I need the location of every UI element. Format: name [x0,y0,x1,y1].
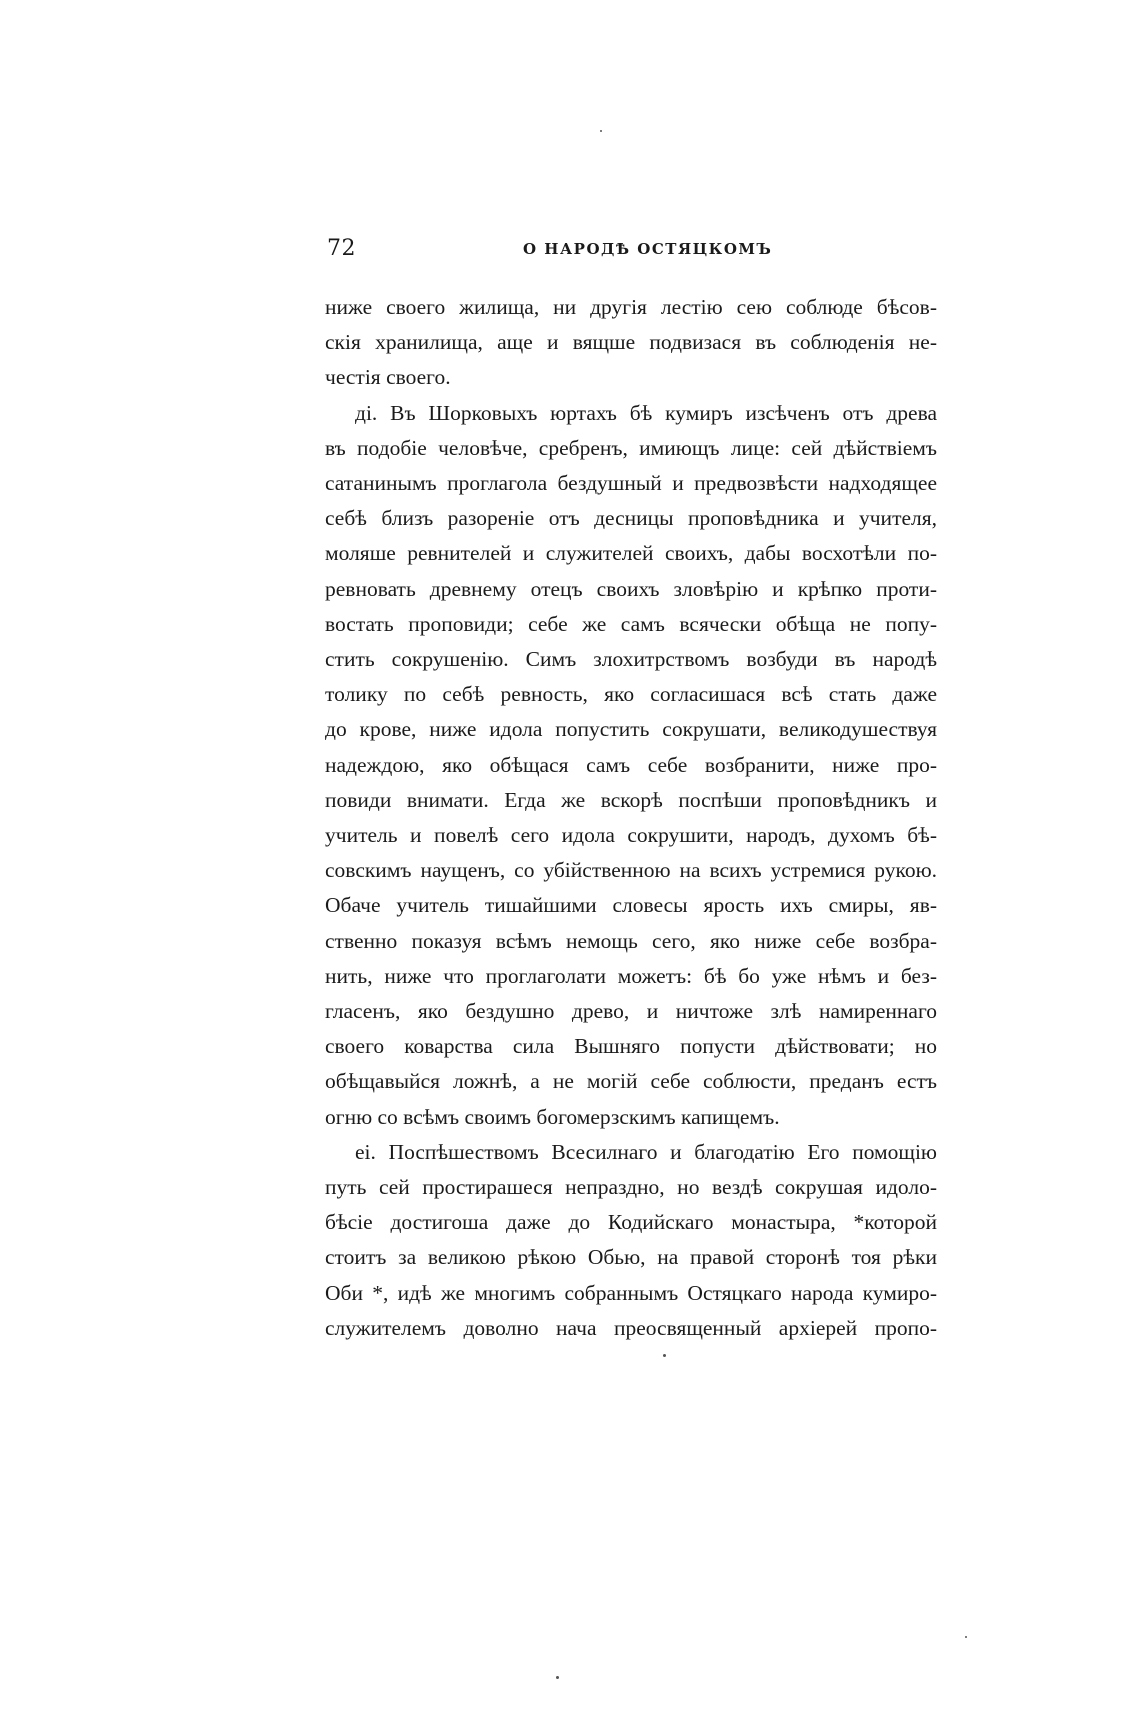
text-line: ді. Въ Шорковыхъ юртахъ бѣ кумиръ изсѣченъ отъ древа [355,400,937,425]
body-text [325,290,937,1346]
page-header [327,236,941,276]
scan-speck [556,1676,559,1679]
scan-speck [600,130,602,132]
text-line: до крове, ниже идола попустить сокрушати, великодушествуя [325,717,937,742]
text-line: моляше ревнителей и служителей своихъ, дабы восхотѣли по- [325,541,937,566]
text-line: повиди внимати. Егда же вскорѣ поспѣши проповѣдникъ и [325,787,937,812]
text-line: толику по себѣ ревность, яко согласишася всѣ стать даже [325,682,937,707]
text-line: стоитъ за великою рѣкою Обью, на правой сторонѣ тоя рѣки [325,1245,937,1270]
text-line: ревновать древнему отецъ своихъ зловѣрію и крѣпко проти- [325,576,937,601]
text-line: честія своего. [325,365,451,390]
text-line: гласенъ, яко бездушно древо, и ничтоже злѣ намиреннаго [325,999,937,1024]
text-line: надеждою, яко обѣщася самъ себе возбранити, ниже про- [325,752,937,777]
text-line: нить, ниже что проглаголати можетъ: бѣ бо уже нѣмъ и без- [325,963,937,988]
text-line: обѣщавыйся ложнѣ, а не могій себе соблюсти, преданъ естъ [325,1069,937,1094]
text-line: востать проповиди; себе же самъ всячески обѣща не попу- [325,611,937,636]
text-line: своего коварства сила Вышняго попусти дѣйствовати; но [325,1034,937,1059]
text-line: Обаче учитель тишайшими словесы ярость ихъ смиры, яв- [325,893,937,918]
text-line: совскимъ наущенъ, со убійственною на всихъ устремися рукою. [325,858,937,883]
paragraph [325,396,937,1135]
text-line: ственно показуя всѣмъ немощь сего, яко ниже себе возбра- [325,928,937,953]
text-line: учитель и повелѣ сего идола сокрушити, народъ, духомъ бѣ- [325,823,937,848]
scan-speck [965,1636,967,1638]
text-line: скія хранилища, аще и вящше подвизася въ соблюденія не- [325,330,937,355]
text-line: ниже своего жилища, ни другія лестію сею соблюде бѣсов- [325,295,937,319]
text-line: Оби *, идѣ же многимъ собраннымъ Остяцкаго народа кумиро- [325,1280,937,1305]
running-title: О НАРОДѢ ОСТЯЦКОМЪ [523,240,773,258]
text-line: еі. Поспѣшествомъ Всесилнаго и благодатію Его помощію [355,1139,937,1164]
text-line: служителемъ доволно нача преосвященный архіерей пропо- [325,1315,937,1340]
page-number: 72 [327,236,356,261]
text-line: себѣ близъ разореніе отъ десницы проповѣдника и учителя, [325,506,937,531]
paragraph [325,1135,937,1346]
text-line: путь сей простирашеся непраздно, но вездѣ сокрушая идоло- [325,1175,937,1200]
text-line: въ подобіе человѣче, сребренъ, имиющъ лице: сей дѣйствіемъ [325,435,937,460]
text-line: огню со всѣмъ своимъ богомерзскимъ капищемъ. [325,1104,780,1129]
text-line: сатанинымъ проглагола бездушный и предвозвѣсти надходящее [325,471,937,496]
paragraph [325,290,937,396]
scan-speck [663,1354,666,1357]
text-line: бѣсіе достигоша даже до Кодийскаго монастыра, *которой [325,1210,937,1235]
text-line: стить сокрушенію. Симъ злохитрствомъ возбуди въ народѣ [325,647,937,672]
